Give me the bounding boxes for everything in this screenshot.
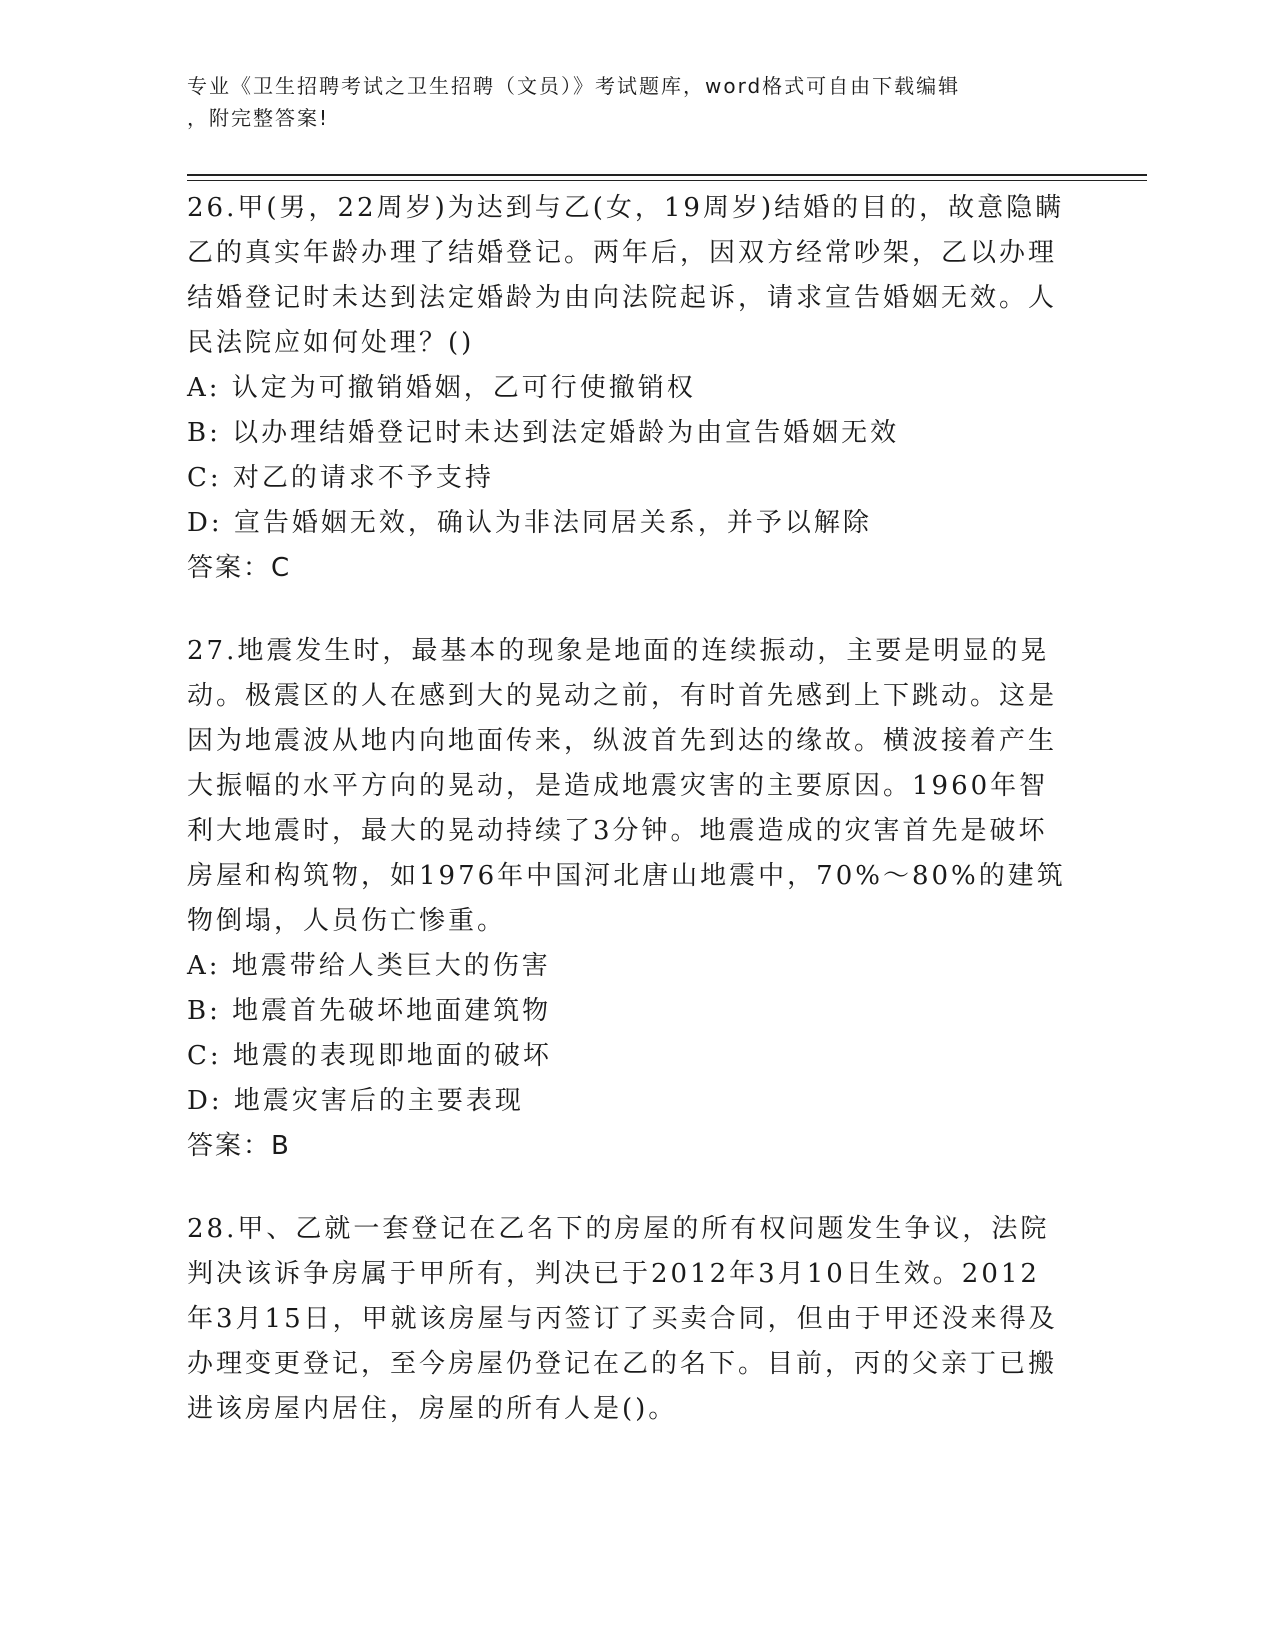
header-rule-thin [187, 180, 1147, 181]
answer-label: 答案：B [187, 1131, 291, 1161]
question-28 [187, 1207, 1067, 1432]
question-26 [187, 186, 1067, 591]
document-header [187, 70, 1067, 134]
question-stem: 26.甲(男，22周岁)为达到与乙(女，19周岁)结婚的目的，故意隐瞒乙的真实年龄办理了结婚登记。两年后，因双方经常吵架，乙以办理结婚登记时未达到法定婚龄为由向法院起诉，请求宣告婚姻无效。人民法院应如何处理？() [187, 193, 1065, 358]
option-d: D: 地震灾害后的主要表现 [187, 1086, 524, 1116]
header-line-2: ，附完整答案! [187, 106, 330, 130]
option-b: B: 以办理结婚登记时未达到法定婚龄为由宣告婚姻无效 [187, 418, 900, 448]
option-d: D: 宣告婚姻无效，确认为非法同居关系，并予以解除 [187, 508, 872, 538]
question-27 [187, 629, 1067, 1169]
option-c: C: 对乙的请求不予支持 [187, 463, 494, 493]
option-a: A: 认定为可撤销婚姻，乙可行使撤销权 [187, 373, 696, 403]
option-b: B: 地震首先破坏地面建筑物 [187, 996, 552, 1026]
question-list [187, 186, 1067, 1470]
header-rule-thick [187, 174, 1147, 176]
answer-label: 答案：C [187, 553, 292, 583]
question-stem: 27.地震发生时，最基本的现象是地面的连续振动，主要是明显的晃动。极震区的人在感到大的晃动之前，有时首先感到上下跳动。这是因为地震波从地内向地面传来，纵波首先到达的缘故。横波接着产生大振幅的水平方向的晃动，是造成地震灾害的主要原因。1960年智利大地震时，最大的晃动持续了3分钟。地震造成的灾害首先是破坏房屋和构筑物，如1976年中国河北唐山地震中，70%～80%的建筑物倒塌，人员伤亡惨重。 [187, 636, 1066, 936]
header-line-1: 专业《卫生招聘考试之卫生招聘（文员）》考试题库，word格式可自由下载编辑 [187, 74, 961, 98]
question-stem: 28.甲、乙就一套登记在乙名下的房屋的所有权问题发生争议，法院判决该诉争房属于甲所有，判决已于2012年3月10日生效。2012年3月15日，甲就该房屋与丙签订了买卖合同，但由于甲还没来得及办理变更登记，至今房屋仍登记在乙的名下。目前，丙的父亲丁已搬进该房屋内居住，房屋的所有人是()。 [187, 1214, 1058, 1424]
option-c: C: 地震的表现即地面的破坏 [187, 1041, 552, 1071]
option-a: A: 地震带给人类巨大的伤害 [187, 951, 551, 981]
